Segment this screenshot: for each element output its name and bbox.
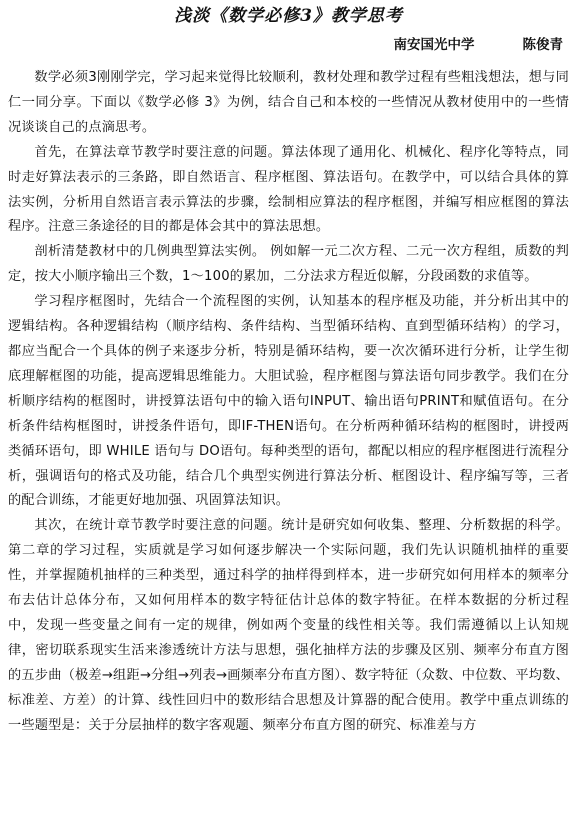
paragraph-algorithm-examples: 剖析清楚教材中的几例典型算法实例。 例如解一元二次方程、二元一次方程组，质数的判定，按大小顺序输出三个数，1～100的累加，二分法求方程近似解，分段函数的求值等。 [8,244,569,285]
paragraph-statistics-issues: 其次，在统计章节教学时要注意的问题。统计是研究如何收集、整理、分析数据的科学。第二章的学习过程，实质就是学习如何逐步解决一个实际问题，我们先认识随机抽样的重要性，并掌握随机抽样的三种类型，通过科学的抽样得到样本，进一步研究如何用样本的频率分布去估计总体分布，又如何用样本的数字特征估计总体的数字特征。在样本数据的分析过程中，发现一些变量之间有一定的规律，例如两个变量的线性相关等。我们需遵循以上认知规律，密切联系现实生活来渗透统计方法与思想，强化抽样方法的步骤及区别、频率分布直方图的五步曲（极差→组距→分组→列表→画频率分布直方图）、数字特征（众数、中位数、平均数、标准差、方差）的计算、线性回归中的数形结合思想及计算器的配合使用。教学中重点训练的一些题型是：关于分层抽样的数字客观题、频率分布直方图的研究、标准差与方 [8,518,569,733]
paragraph-intro: 数学必须3刚刚学完，学习起来觉得比较顺利，教材处理和教学过程有些粗浅想法，想与同仁一同分享。下面以《数学必修 3》为例，结合自己和本校的一些情况从教材使用中的一些情况谈谈自己的点滴思考。 [8,70,569,135]
article-title: 浅淡《数学必修3》教学思考 [174,6,403,26]
author-school: 南安国光中学 [393,37,475,53]
paragraph-flowchart-teaching: 学习程序框图时，先结合一个流程图的实例，认知基本的程序框及功能，并分析出其中的逻辑结构。各种逻辑结构（顺序结构、条件结构、当型循环结构、直到型循环结构）的学习，都应当配合一个具体的例子来逐步分析，特别是循环结构，要一次次循环进行分析，让学生彻底理解框图的功能，提高逻辑思维能力。大胆试验，程序框图与算法语句同步教学。我们在分析顺序结构的框图时，讲授算法语句中的输入语句INPUT、输出语句PRINT和赋值语句。在分析条件结构框图时，讲授条件语句，即IF-THEN语句。在分析两种循环结构的框图时，讲授两类循环语句，即 WHILE 语句与 DO语句。每种类型的语句，都配以相应的程序框图进行流程分析，强调语句的格式及功能，结合几个典型实例进行算法分析、框图设计、程序编写等，三者的配合训练，才能更好地加强、巩固算法知识。 [8,294,569,509]
paragraph-algorithm-issues: 首先，在算法章节教学时要注意的问题。算法体现了通用化、机械化、程序化等特点，同时走好算法表示的三条路，即自然语言、程序框图、算法语句。在教学中，可以结合具体的算法实例，分析用自然语言表示算法的步骤，绘制相应算法的程序框图，并编写相应框图的算法程序。注意三条途径的目的都是体会其中的算法思想。 [8,144,569,235]
author-byline [8,34,563,56]
article-body [8,66,569,738]
author-name: 陈俊青 [522,37,563,53]
